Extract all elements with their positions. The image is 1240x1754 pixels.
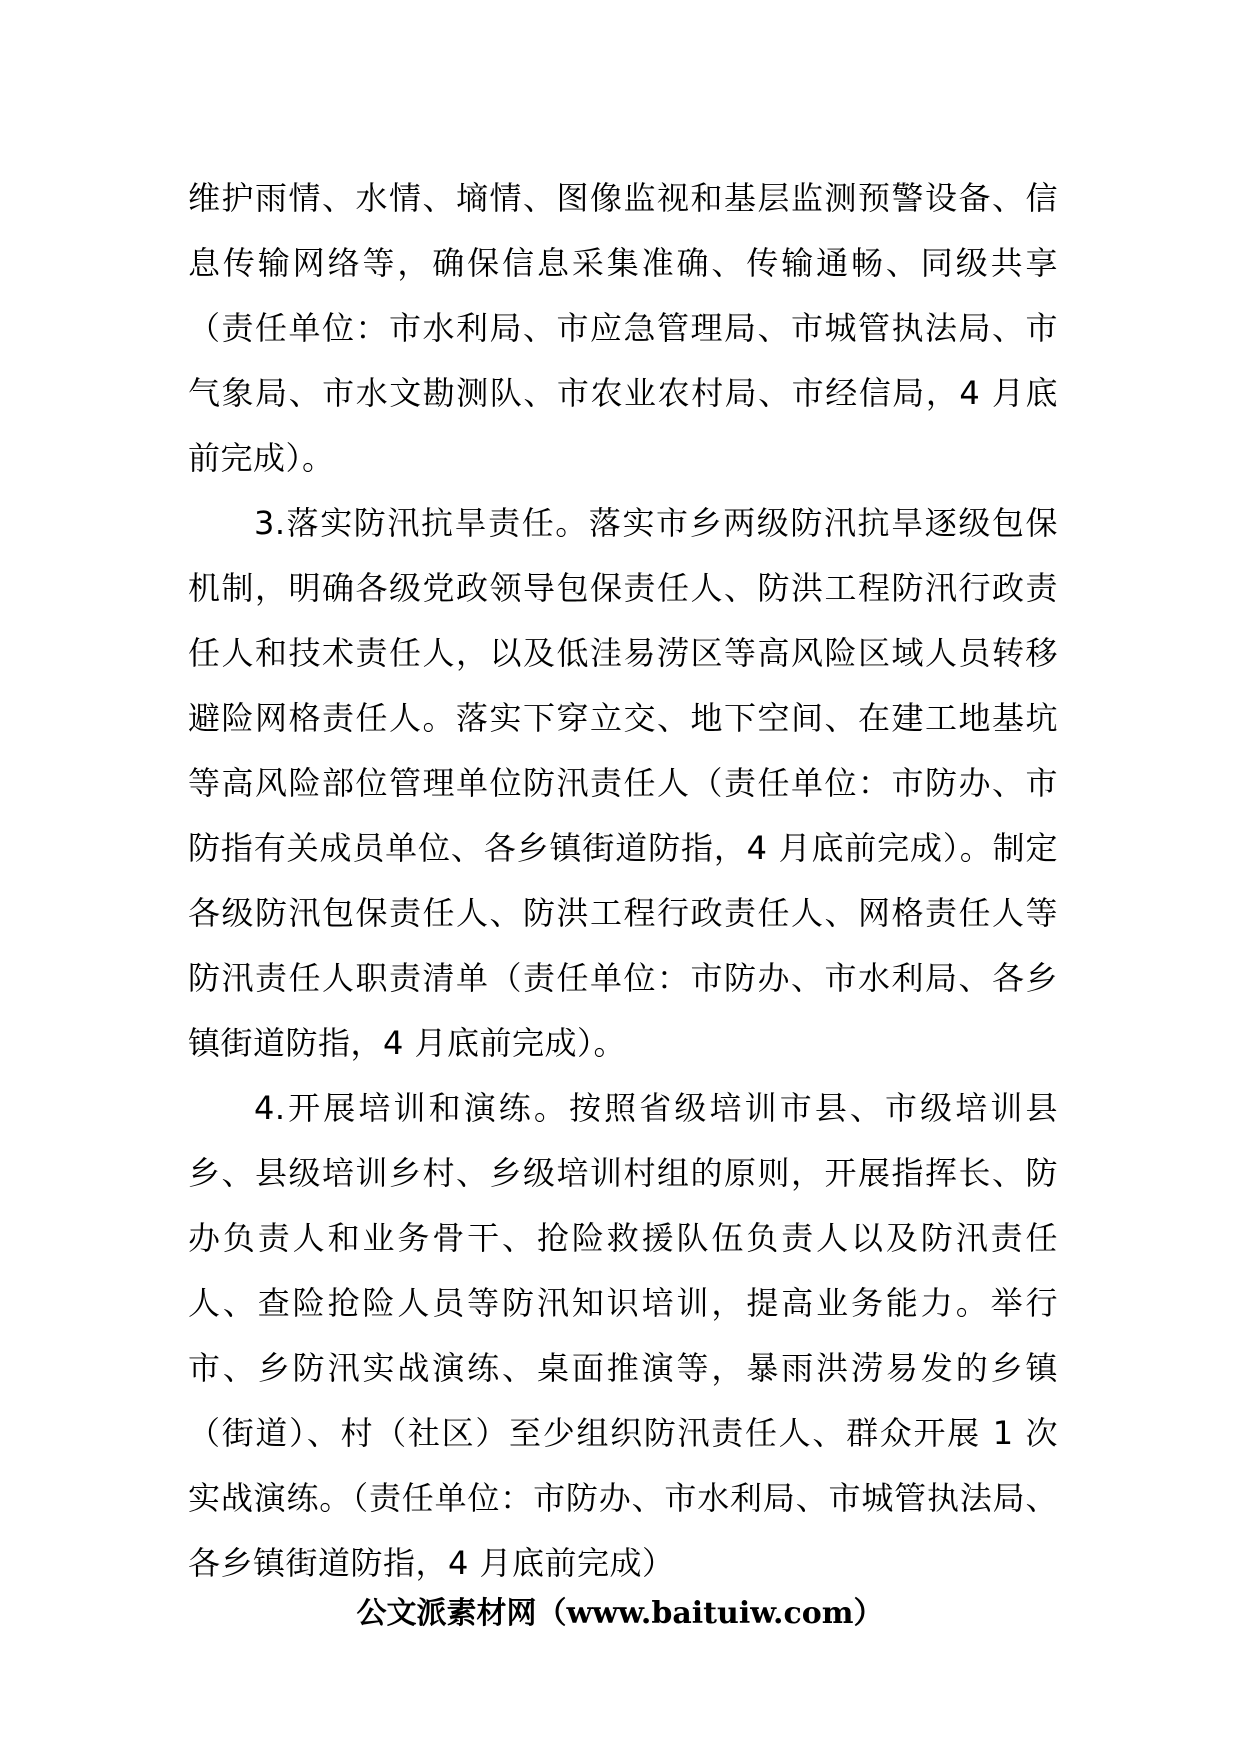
paragraph-item-3: 3.落实防汛抗旱责任。落实市乡两级防汛抗旱逐级包保机制，明确各级党政领导包保责任人、防洪工程防汛行政责任人和技术责任人，以及低洼易涝区等高风险区域人员转移避险网格责任人。落实下穿立交、地下空间、在建工地基坑等高风险部位管理单位防汛责任人（责任单位：市防办、市防指有关成员单位、各乡镇街道防指，4 月底前完成）。制定各级防汛包保责任人、防洪工程行政责任人、网格责任人等防汛责任人职责清单（责任单位：市防办、市水利局、各乡镇街道防指，4 月底前完成）。 <box>188 504 1058 1062</box>
paragraph-item-4: 4.开展培训和演练。按照省级培训市县、市级培训县乡、县级培训乡村、乡级培训村组的原则，开展指挥长、防办负责人和业务骨干、抢险救援队伍负责人以及防汛责任人、查险抢险人员等防汛知识培训，提高业务能力。举行市、乡防汛实战演练、桌面推演等，暴雨洪涝易发的乡镇（街道）、村（社区）至少组织防汛责任人、群众开展 1 次实战演练。（责任单位：市防办、市水利局、市城管执法局、各乡镇街道防指，4 月底前完成） <box>188 1089 1058 1582</box>
footer-watermark: 公文派素材网（www.baituiw.com） <box>356 1596 884 1631</box>
document-body <box>188 166 1058 1596</box>
paragraph-continuation: 维护雨情、水情、墒情、图像监视和基层监测预警设备、信息传输网络等，确保信息采集准确、传输通畅、同级共享（责任单位：市水利局、市应急管理局、市城管执法局、市气象局、市水文勘测队、市农业农村局、市经信局，4 月底前完成）。 <box>188 179 1058 477</box>
